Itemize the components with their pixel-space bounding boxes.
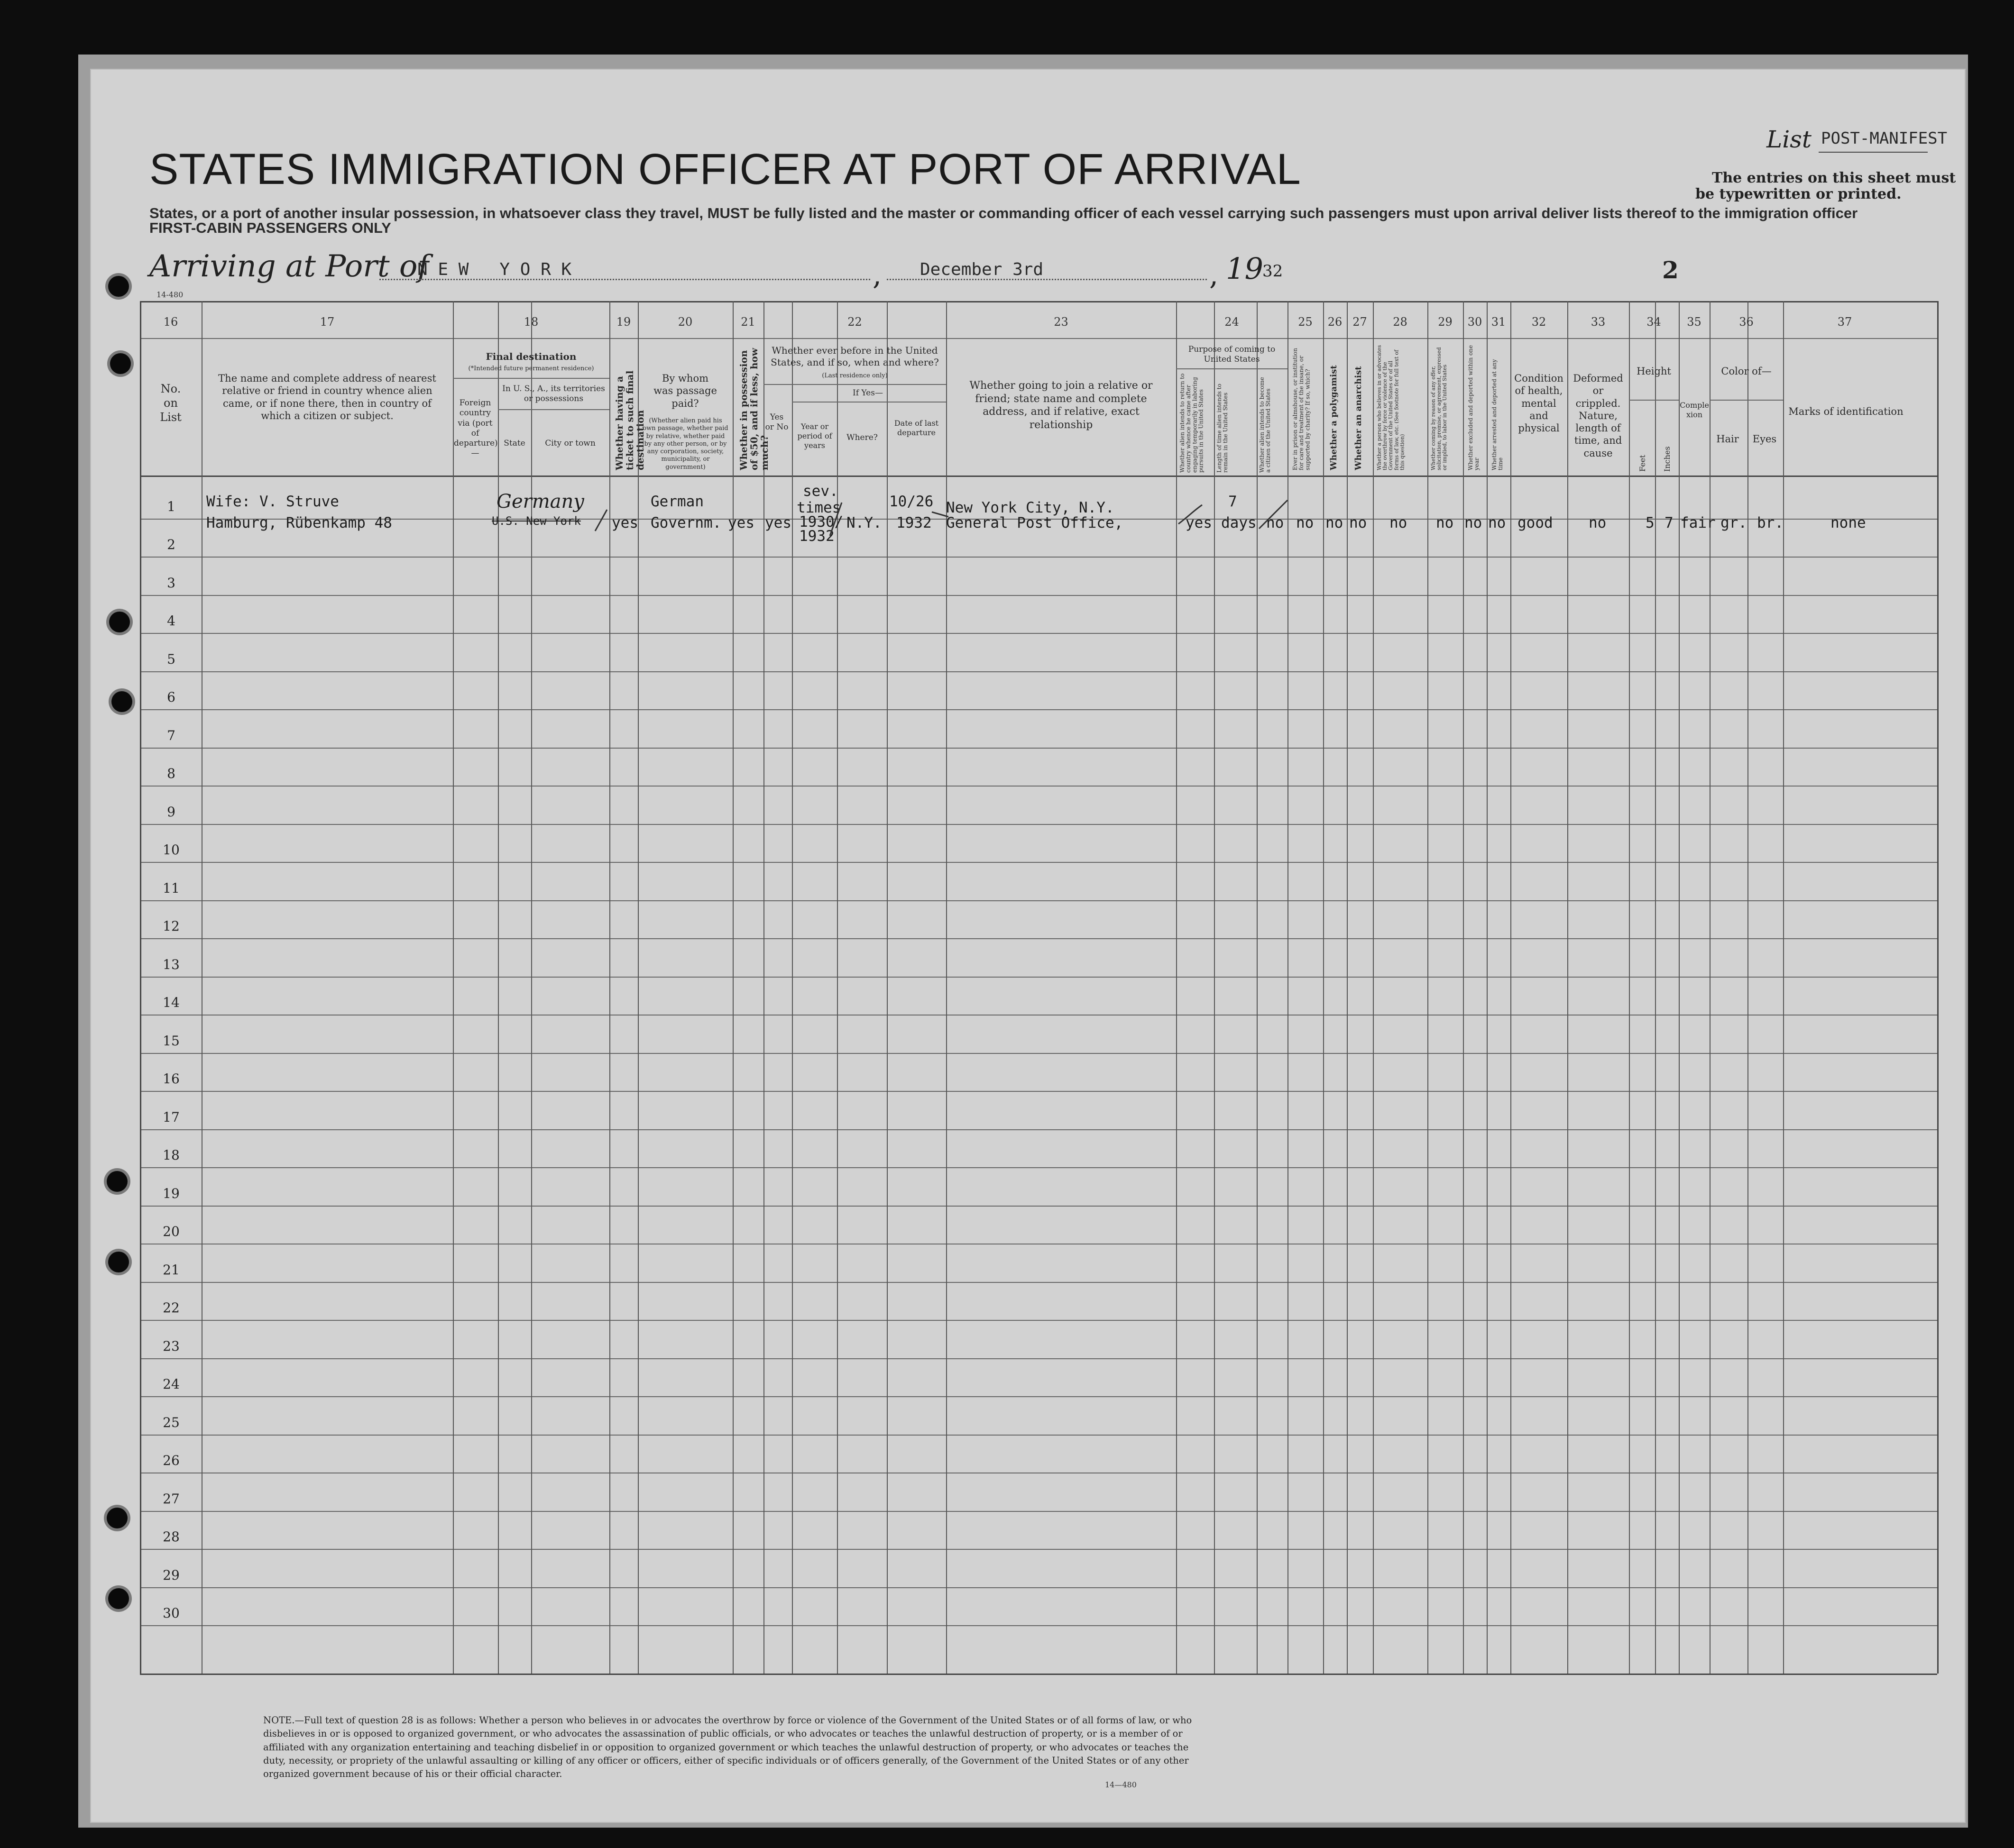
header-marks: Marks of identification (1788, 406, 1904, 417)
col-num-37: 37 (1837, 315, 1852, 329)
date-value: December 3rd (920, 260, 1044, 279)
header-no-on-list: No. on List (160, 382, 182, 424)
header-offer: Whether coming by reason of any offer, solicitation, promise, or agreement, expressed or implied, to labor in the United States (1430, 347, 1448, 470)
header-become-citizen: Whether alien intends to become a citizen of the United States (1259, 377, 1272, 473)
row-number: 15 (163, 1033, 180, 1049)
list-label: List (1766, 126, 1812, 153)
col-num-27: 27 (1352, 315, 1367, 329)
header-last-departure: Date of last departure (894, 419, 939, 437)
cabin-class: FIRST-CABIN PASSENGERS ONLY (149, 220, 391, 236)
row-rule (140, 786, 1937, 787)
header-arrested: Whether arrested and deported at any time (1491, 359, 1504, 470)
form-instructions: States, or a port of another insular possession, in whatsoever class they travel, MUST be fully listed and the master or commanding officer of each vessel carrying such passengers must upon arrival deliver lists thereof to the immigration officer (149, 205, 1858, 221)
header-height: Height (1637, 366, 1671, 377)
header-deformed: Deformed or crippled. Nature, length of time, and cause (1573, 373, 1623, 459)
row-number: 14 (163, 995, 180, 1010)
entry-destination-struck: U.S. New York (492, 514, 581, 528)
col-num-25: 25 (1298, 315, 1313, 329)
entry-joining-line1: New York City, N.Y. (946, 499, 1114, 516)
col-num-22: 22 (847, 315, 862, 329)
entry-before-in-us: yes (765, 514, 791, 531)
row-number: 12 (163, 918, 180, 934)
header-before-in-us: Whether ever before in the United States, and if so, when and where? (771, 345, 939, 368)
header-inches: Inches (1663, 446, 1672, 472)
header-feet: Feet (1638, 455, 1647, 472)
row-number: 23 (163, 1338, 180, 1354)
header-before-sub: (Last residence only) (822, 372, 888, 379)
row-number: 10 (163, 842, 180, 858)
binder-hole (107, 1171, 128, 1192)
header-excluded: Whether excluded and deported within one year (1467, 345, 1481, 470)
entry-anarchist: no (1349, 514, 1367, 531)
entry-offer: no (1436, 514, 1454, 531)
row-number: 19 (163, 1185, 180, 1201)
sheet-note-2: be typewritten or printed. (1695, 186, 1902, 202)
row-rule (140, 1625, 1937, 1626)
header-final-destination: Final destination (486, 351, 577, 362)
entry-deformed: no (1589, 514, 1607, 531)
footnote: NOTE.—Full text of question 28 is as follows: Whether a person who believes in or advocates the overthrow by force or violence of the Government of the United States or of all forms of law, or who disbelieves in or is opposed to organized government, or who advocates the assassination of public officials, or who advocates or teaches the unlawful destruction of property, or is a member of or affiliated with any organization entertaining and teaching disbelief in or opposition to organized government or which teaches the unlawful destruction of property, or who advocates or teaches the duty, necessity, or propriety of the unlawful assaulting or killing of any officer or officers, either of specific individuals or of officers generally, of the Government of the United States or of any other organized government because of his or their official character. (263, 1715, 1192, 1780)
entry-eyes: br. (1757, 514, 1784, 531)
entry-prison: no (1296, 514, 1314, 531)
header-health: Condition of health, mental and physical (1514, 373, 1563, 434)
col-num-20: 20 (678, 315, 693, 329)
entry-length-line2: days (1221, 514, 1257, 531)
header-yes-no: Yes or No (765, 412, 789, 432)
entry-relative-line2: Hamburg, Rübenkamp 48 (206, 514, 392, 531)
row-rule (140, 709, 1937, 710)
header-final-destination-sub: (*Intended future permanent residence) (468, 365, 594, 372)
row-rule (140, 1206, 1937, 1207)
binder-hole (110, 353, 131, 374)
binder-hole (108, 1252, 129, 1272)
row-number: 30 (163, 1605, 180, 1621)
col-num-16: 16 (163, 315, 178, 329)
col-num-19: 19 (616, 315, 631, 329)
check-mark-departure (932, 512, 948, 517)
row-number: 28 (163, 1529, 180, 1545)
entry-hair: gr. (1720, 514, 1747, 531)
check-mark-period (830, 503, 842, 536)
row-rule (140, 1167, 1937, 1168)
form-number-bottom: 14—480 (1105, 1780, 1137, 1789)
entry-last-departure-line1: 10/26 (889, 493, 934, 510)
col-num-36: 36 (1739, 315, 1754, 329)
col-num-32: 32 (1531, 315, 1546, 329)
col-num-24: 24 (1224, 315, 1239, 329)
row-number: 18 (163, 1147, 180, 1163)
entry-period-line1: sev. (803, 483, 838, 500)
row-rule (140, 1587, 1937, 1588)
row-rule (140, 1053, 1937, 1054)
header-length-of-stay: Length of time alien intends to remain in the United States (1216, 384, 1229, 473)
entry-has-fifty: yes (728, 514, 754, 531)
entry-period-line4: 1932 (799, 528, 835, 545)
manifest-table (140, 301, 1940, 1674)
header-period: Year or period of years (797, 422, 832, 450)
entry-ticket: yes (612, 514, 638, 531)
row-number: 25 (163, 1414, 180, 1430)
header-ticket: Whether having a ticket to such final destination (614, 370, 646, 470)
row-number: 5 (167, 651, 175, 667)
row-number: 8 (167, 766, 175, 781)
header-passage-paid: By whom was passage paid? (653, 373, 717, 409)
row-rule (140, 1358, 1937, 1359)
row-rule (140, 938, 1937, 939)
header-complexion: Complexion (1680, 401, 1709, 419)
arriving-label: Arriving at Port of (149, 249, 429, 284)
check-marks (140, 301, 1940, 586)
row-number: 9 (167, 804, 175, 820)
port-dotted-line (379, 279, 870, 280)
entry-last-departure-line2: 1932 (896, 514, 932, 531)
row-number: 13 (163, 956, 180, 972)
header-fifty-dollars: Whether in possession of $50, and if less, how much? (738, 348, 770, 470)
header-state: State (504, 439, 525, 448)
row-number: 17 (163, 1109, 180, 1125)
row-rule (140, 824, 1937, 825)
year-prefix: 19 (1226, 251, 1263, 286)
check-mark-foreign (595, 510, 607, 531)
header-prison: Ever in prison or almshouse, or institution for care and treatment of the insane, or supported by charity? If so, which? (1292, 348, 1311, 470)
entry-foreign-country: Germany (497, 491, 584, 512)
col-num-18: 18 (524, 315, 539, 329)
col-num-21: 21 (741, 315, 755, 329)
binder-hole (111, 691, 132, 712)
row-number: 26 (163, 1453, 180, 1468)
entry-paid-by-line1: German (651, 493, 704, 510)
entry-overthrow: no (1389, 514, 1407, 531)
row-number: 20 (163, 1224, 180, 1239)
col-num-35: 35 (1687, 315, 1701, 329)
header-if-yes: If Yes— (853, 388, 883, 398)
binder-hole (109, 612, 130, 632)
row-rule (140, 1396, 1937, 1397)
entry-where: N.Y. (846, 514, 882, 531)
row-number: 4 (167, 613, 175, 629)
header-anarchist: Whether an anarchist (1353, 366, 1363, 470)
row-number: 1 (167, 498, 175, 514)
entry-health: good (1517, 514, 1553, 531)
col-num-29: 29 (1438, 315, 1453, 329)
entry-feet: 5 (1646, 514, 1655, 531)
header-joining: Whether going to join a relative or friend; state name and complete address, and if relative, exact relationship (969, 380, 1153, 431)
row-rule (140, 1320, 1937, 1321)
row-rule (140, 595, 1937, 596)
header-city: City or town (545, 439, 596, 448)
row-rule (140, 671, 1937, 672)
row-rule (140, 1511, 1937, 1512)
entry-inches: 7 (1665, 514, 1674, 531)
form-number-top: 14-480 (156, 290, 184, 299)
col-num-33: 33 (1591, 315, 1606, 329)
header-relative: The name and complete address of nearest relative or friend in country whence alien came, or if none there, then in country of which a citizen or subject. (218, 373, 436, 421)
comma-2: , (1209, 258, 1219, 292)
row-number: 3 (167, 575, 175, 591)
list-value: POST-MANIFEST (1821, 129, 1948, 148)
col-num-28: 28 (1393, 315, 1407, 329)
check-mark-citizen (1259, 500, 1287, 529)
header-eyes: Eyes (1752, 433, 1777, 445)
col-num-17: 17 (320, 315, 335, 329)
row-rule (140, 748, 1937, 749)
header-hair: Hair (1716, 433, 1739, 445)
header-purpose: Purpose of coming to United States (1188, 345, 1276, 365)
row-number: 21 (163, 1262, 180, 1278)
entry-complexion: fair (1680, 514, 1716, 531)
row-rule (140, 633, 1937, 634)
header-passage-paid-sub: (Whether alien paid his own passage, whether paid by relative, whether paid by any other person, or by any corporation, society, municipality, or government) (643, 417, 728, 471)
year-suffix: 32 (1262, 262, 1283, 281)
check-mark-return (1178, 505, 1202, 524)
row-rule (140, 977, 1937, 978)
entry-paid-by-line2: Governm. (651, 514, 722, 531)
row-rule (140, 900, 1937, 901)
entry-polygamist: no (1325, 514, 1343, 531)
entry-arrested: no (1488, 514, 1506, 531)
row-number: 7 (167, 727, 175, 743)
entry-relative-line1: Wife: V. Struve (206, 493, 339, 510)
row-rule (140, 1435, 1937, 1436)
entry-excluded: no (1464, 514, 1482, 531)
form-title: STATES IMMIGRATION OFFICER AT PORT OF ARRIVAL (149, 145, 1301, 193)
header-overthrow: Whether a person who believes in or advocates the overthrow by force or violence of the Government of the United States or of all forms of law, etc. (See footnote for full text of this question) (1376, 345, 1406, 470)
row-number: 27 (163, 1491, 180, 1507)
date-dotted-line (887, 279, 1207, 280)
entry-period-line2: times (797, 499, 841, 516)
entry-length-line1: 7 (1228, 493, 1237, 510)
row-number: 24 (163, 1376, 180, 1392)
binder-hole (107, 1508, 128, 1528)
row-rule (140, 1129, 1937, 1130)
row-number: 6 (167, 689, 175, 705)
list-underline (1819, 152, 1928, 153)
entry-marks: none (1830, 514, 1866, 531)
header-color: Color of— (1721, 366, 1772, 377)
header-foreign-country: Foreign country via (port of departure)— (454, 398, 498, 458)
col-num-31: 31 (1491, 315, 1506, 329)
comma-1: , (873, 258, 882, 292)
table-bottom-line (140, 1674, 1937, 1675)
row-rule (140, 1282, 1937, 1283)
header-polygamist: Whether a polygamist (1329, 365, 1339, 470)
row-number: 22 (163, 1300, 180, 1316)
col-num-34: 34 (1646, 315, 1661, 329)
entry-joining-line2: General Post Office, (946, 514, 1123, 531)
header-where: Where? (846, 433, 878, 442)
row-rule (140, 1091, 1937, 1092)
binder-hole (108, 1588, 129, 1609)
binder-hole (108, 276, 129, 297)
col-num-30: 30 (1467, 315, 1482, 329)
row-number: 2 (167, 537, 175, 552)
row-rule (140, 1549, 1937, 1550)
header-return: Whether alien intends to return to country whence he came after engaging temporarily in laboring pursuits in the United States (1179, 373, 1205, 473)
row-rule (140, 862, 1937, 863)
col-num-23: 23 (1054, 315, 1068, 329)
entry-citizen: no (1266, 514, 1284, 531)
sheet-note-1: The entries on this sheet must (1712, 170, 1956, 186)
col-num-26: 26 (1327, 315, 1343, 329)
row-number: 16 (163, 1071, 180, 1087)
port-value: N E W Y O R K (417, 260, 572, 279)
sheet-number: 2 (1662, 256, 1679, 284)
entry-period-line3: 1930/ (799, 513, 844, 531)
row-number: 29 (163, 1567, 180, 1583)
row-number: 11 (163, 880, 180, 896)
header-in-us: In U. S., A., its territories or possessions (502, 384, 605, 404)
entry-return: yes (1186, 514, 1212, 531)
